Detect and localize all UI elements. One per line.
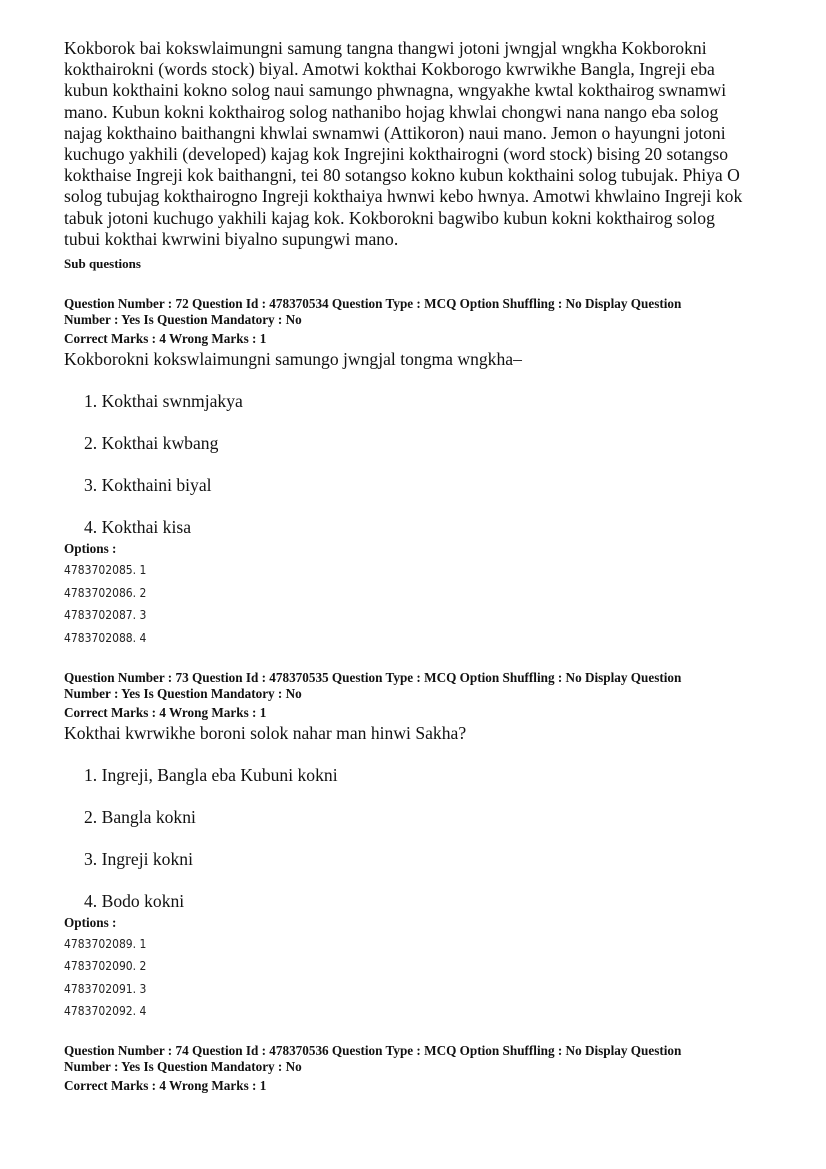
- choice-item: 3. Kokthaini biyal: [84, 475, 212, 496]
- question-73: [64, 670, 780, 1020]
- choice-item: 1. Ingreji, Bangla eba Kubuni kokni: [84, 764, 338, 785]
- passage-line: solog tubujag kokthairogno Ingreji kokthaiya hwnwi kebo hwnya. Amotwi khwlaino Ingreji kok: [64, 186, 743, 207]
- option-id-list: [64, 936, 780, 1020]
- passage-line: najag kokthaino baithangni khwlai swnamwi (Attikoron) naui mano. Jemon o hayungni jotoni: [64, 122, 726, 143]
- question-stem: Kokthai kwrwikhe boroni solok nahar man hinwi Sakha?: [64, 722, 467, 743]
- passage-line: kokthaise Ingreji kok baithangni, tei 80 sotangso kokno kubun kokthaini solog tubujak. Phiya O: [64, 165, 740, 186]
- choice-item: 2. Kokthai kwbang: [84, 433, 219, 454]
- option-id: 4783702092. 4: [64, 1004, 147, 1019]
- choice-item: 4. Bodo kokni: [84, 890, 185, 911]
- passage-line: mano. Kubun kokni kokthairog solog nathanibo hojag khwlai chongwi nana nango eba solog: [64, 101, 719, 122]
- option-id-list: [64, 562, 780, 646]
- question-72: [64, 296, 780, 646]
- choice-item: 4. Kokthai kisa: [84, 517, 192, 538]
- question-meta: Number : Yes Is Question Mandatory : No: [64, 312, 302, 328]
- question-marks: Correct Marks : 4 Wrong Marks : 1: [64, 1078, 267, 1094]
- option-id: 4783702085. 1: [64, 563, 147, 578]
- option-id: 4783702089. 1: [64, 936, 147, 951]
- option-id: 4783702086. 2: [64, 585, 147, 600]
- question-marks: Correct Marks : 4 Wrong Marks : 1: [64, 704, 267, 720]
- question-meta: Question Number : 73 Question Id : 478370535 Question Type : MCQ Option Shuffling : No Display Question: [64, 669, 682, 685]
- choice-list: [64, 764, 780, 912]
- question-meta: Number : Yes Is Question Mandatory : No: [64, 685, 302, 701]
- option-id: 4783702090. 2: [64, 959, 147, 974]
- question-meta: Number : Yes Is Question Mandatory : No: [64, 1059, 302, 1075]
- sub-questions-heading: Sub questions: [64, 256, 141, 272]
- option-id: 4783702088. 4: [64, 630, 147, 645]
- choice-item: 1. Kokthai swnmjakya: [84, 391, 243, 412]
- question-stem: Kokborokni kokswlaimungni samungo jwngjal tongma wngkha–: [64, 349, 522, 370]
- question-meta: Question Number : 74 Question Id : 478370536 Question Type : MCQ Option Shuffling : No Display Question: [64, 1043, 682, 1059]
- passage-line: kuchugo yakhili (developed) kajag kok Ingrejini kokthairogni (word stock) bising 20 sotangso: [64, 144, 729, 165]
- passage-line: tabuk jotoni kuchugo yakhili kajag kok. Kokborokni bagwibo kubun kokni kokthairog solog: [64, 207, 715, 228]
- passage: [64, 38, 780, 250]
- choice-item: 3. Ingreji kokni: [84, 848, 193, 869]
- question-meta: Question Number : 72 Question Id : 478370534 Question Type : MCQ Option Shuffling : No Display Question: [64, 296, 682, 312]
- passage-line: tubui kokthai kwrwini biyalno supungwi mano.: [64, 228, 399, 249]
- options-label: Options :: [64, 914, 117, 930]
- option-id: 4783702091. 3: [64, 981, 147, 996]
- choice-item: 2. Bangla kokni: [84, 806, 196, 827]
- options-label: Options :: [64, 541, 117, 557]
- passage-line: kokthairokni (words stock) biyal. Amotwi kokthai Kokborogo kwrwikhe Bangla, Ingreji eba: [64, 59, 715, 80]
- passage-line: Kokborok bai kokswlaimungni samung tangna thangwi jotoni jwngjal wngkha Kokborokni: [64, 38, 707, 58]
- question-marks: Correct Marks : 4 Wrong Marks : 1: [64, 331, 267, 347]
- document-page: [64, 38, 780, 1094]
- option-id: 4783702087. 3: [64, 608, 147, 623]
- choice-list: [64, 390, 780, 538]
- question-74: [64, 1043, 780, 1094]
- passage-line: kubun kokthaini kokno solog naui samungo phwnagna, wngyakhe kwtal kokthairog swnamwi: [64, 80, 727, 101]
